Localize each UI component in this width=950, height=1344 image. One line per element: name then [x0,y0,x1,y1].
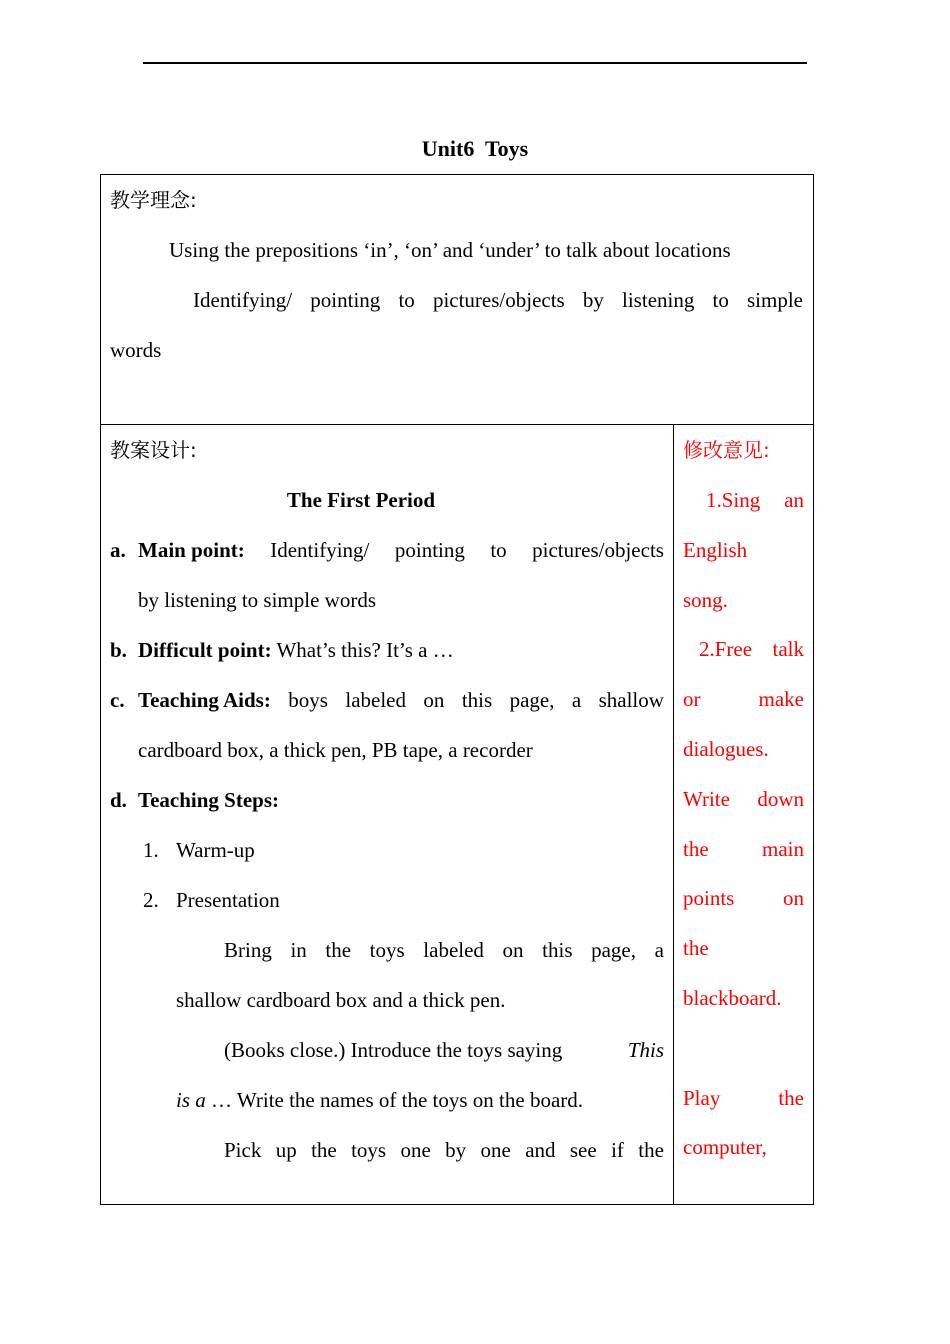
item-b-marker: b. [110,638,127,662]
comment-word: the [683,836,709,861]
header-rule [143,62,807,64]
comment-word: computer, [683,1135,767,1160]
concept-line-2-word: to [712,288,729,312]
paragraph-3-word: if [611,1138,624,1162]
item-c-word: this [461,688,493,712]
concept-line-2-word: pointing [310,288,381,312]
comment-word: down [757,786,804,811]
paragraph-1-word: labeled [423,938,484,962]
item-a-marker: a. [110,538,126,562]
concept-line-2-word: listening [622,288,695,312]
step-2-number: 2. [143,888,159,912]
comment-word: English [683,537,748,562]
comment-line [683,836,804,861]
concept-line-2-word: by [582,288,604,312]
item-a-word: Identifying/ [270,538,370,562]
comments-heading: 修改意见: [683,438,770,462]
item-c-word: labeled [345,688,406,712]
item-a-word: pointing [394,538,465,562]
step-2-text: Presentation [176,888,280,912]
item-d-marker: d. [110,788,127,812]
paragraph-1-word: toys [369,938,405,962]
paragraph-3-word: by [445,1138,467,1162]
paragraph-1-line-2: shallow cardboard box and a thick pen. [176,988,506,1012]
comment-word: or [683,687,701,712]
comment-word: 2.Free [699,637,753,662]
item-b-text: What’s this? It’s a … [276,638,454,662]
concept-line-2 [193,290,803,311]
paragraph-3-word: Pick [224,1138,262,1162]
comment-word: an [784,488,804,512]
comment-word: song. [683,587,728,612]
document-title: Unit6 Toys [421,136,529,161]
comment-word: Play [683,1085,721,1110]
item-c-word: on [423,688,445,712]
paragraph-1-word: Bring [224,938,272,962]
paragraph-2-line-2 [176,1090,583,1111]
concept-line-2-word: Identifying/ [193,288,293,312]
comment-line [683,739,769,760]
comment-line [683,988,782,1009]
paragraph-3-line-1 [224,1140,664,1161]
comment-word: blackboard. [683,986,782,1010]
comment-word: points [683,886,735,911]
comment-line [683,1137,767,1158]
item-b-line [138,640,454,661]
comment-word: the [683,936,709,961]
item-c-marker: c. [110,688,125,712]
paragraph-3-word: see [569,1138,597,1162]
item-c-word: boys [288,688,328,712]
paragraph-1-word: on [502,938,524,962]
paragraph-3-word: the [638,1138,664,1162]
item-d-label: Teaching Steps: [138,788,280,812]
paragraph-1-word: in [290,938,307,962]
item-a-word: pictures/objects [532,538,664,562]
comment-word: 1.Sing [706,488,761,512]
paragraph-3-word: one [480,1138,511,1162]
concept-line-1: Using the prepositions ‘in’, ‘on’ and ‘under’ to talk about locations [169,238,731,262]
step-1-number: 1. [143,838,159,862]
paragraph-2-line-2-text: … Write the names of the toys on the board. [205,1088,584,1112]
comment-line [706,490,804,511]
comment-line [683,786,804,811]
comment-word: Write [683,786,730,811]
paragraph-1-word: page, [591,938,637,962]
item-c-line-2: cardboard box, a thick pen, PB tape, a recorder [138,738,533,762]
comment-word: make [758,687,804,712]
paragraph-3-word: and [525,1138,556,1162]
comment-line [683,689,804,710]
item-a-word: to [490,538,507,562]
item-a-line-1 [138,540,664,561]
concept-line-3: words [110,338,162,362]
paragraph-2-line-2-italic: is a [176,1088,206,1112]
item-c-line-1 [138,690,664,711]
period-title: The First Period [286,488,436,512]
concept-heading: 教学理念: [110,188,197,212]
paragraph-3-word: up [275,1138,297,1162]
item-c-label: Teaching Aids: [138,688,271,712]
concept-line-2-word: to [398,288,415,312]
comment-line [683,537,748,562]
concept-line-2-word: simple [746,288,803,312]
comment-line [683,888,804,909]
paragraph-2-line-1 [224,1040,664,1061]
paragraph-3-word: the [311,1138,337,1162]
comment-line [683,1085,804,1110]
item-a-line-2: by listening to simple words [138,588,376,612]
item-c-word: a [571,688,582,712]
comment-line [699,639,804,660]
plan-heading: 教案设计: [110,438,197,462]
comment-line [683,938,709,959]
comment-word: on [783,886,804,911]
paragraph-1-word: this [542,938,573,962]
item-c-word: shallow [598,688,664,712]
paragraph-1-line-1 [224,940,664,961]
item-a-label: Main point: [138,538,245,562]
item-b-label: Difficult point: [138,638,272,662]
paragraph-1-word: a [654,938,664,962]
concept-line-2-word: pictures/objects [432,288,565,312]
paragraph-1-word: the [325,938,352,962]
step-1-text: Warm-up [176,838,255,862]
comment-word: the [778,1085,804,1110]
comment-word: dialogues. [683,737,769,761]
paragraph-3-word: one [400,1138,431,1162]
comment-line [683,587,728,612]
paragraph-2-italic: This [627,1038,664,1062]
comment-word: talk [772,637,804,662]
paragraph-2-text: (Books close.) Introduce the toys saying [224,1038,568,1062]
item-c-word: page, [509,688,555,712]
paragraph-3-word: toys [351,1138,387,1162]
comment-word: main [762,836,804,861]
